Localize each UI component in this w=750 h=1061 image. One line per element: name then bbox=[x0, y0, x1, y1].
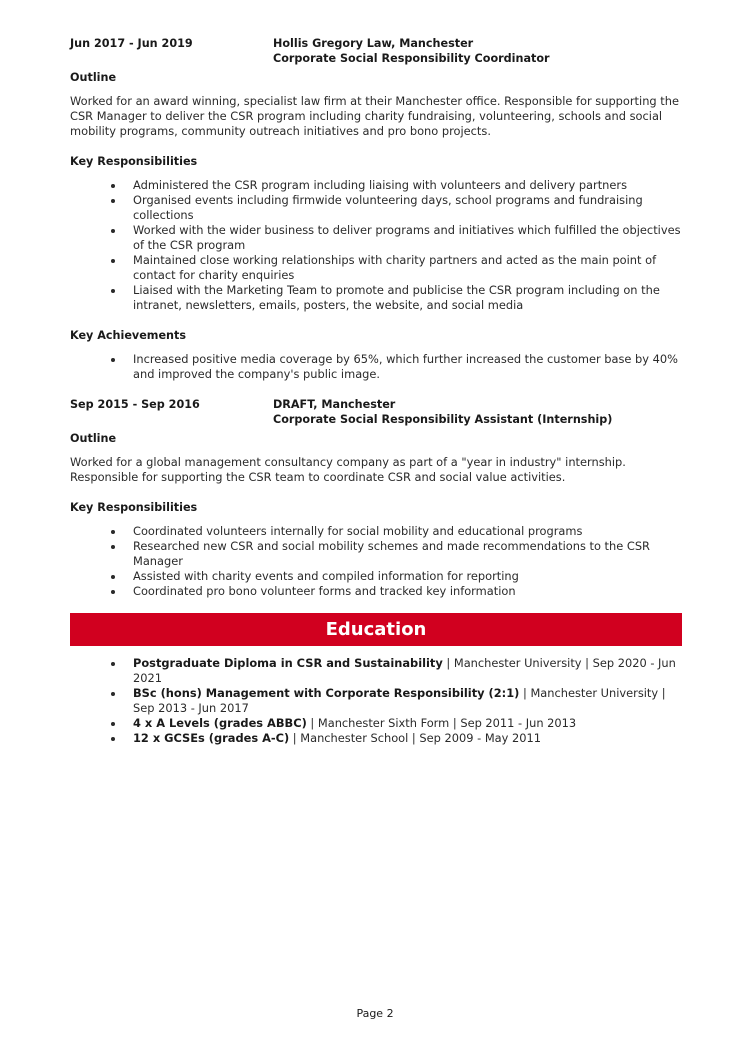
education-heading: Education bbox=[70, 613, 682, 646]
list-item: Assisted with charity events and compiled information for reporting bbox=[133, 569, 682, 584]
education-item bbox=[133, 716, 682, 731]
job-title: Corporate Social Responsibility Assistant (Internship) bbox=[273, 413, 613, 426]
qualification: BSc (hons) Management with Corporate Responsibility (2:1) bbox=[133, 686, 520, 700]
job-employer: DRAFT, Manchester bbox=[273, 398, 396, 411]
job-employer-block bbox=[273, 36, 550, 66]
list-item: Coordinated volunteers internally for social mobility and educational programs bbox=[133, 524, 682, 539]
job-header bbox=[70, 397, 682, 427]
outline-text: Worked for an award winning, specialist law firm at their Manchester office. Responsible for supporting the CSR Manager to deliver the CSR program including charity fundraising, volunteering, schools and social mobility programs, community outreach initiatives and pro bono projects. bbox=[70, 94, 679, 138]
education-item bbox=[133, 656, 682, 686]
list-item: Organised events including firmwide volunteering days, school programs and fundraising collections bbox=[133, 193, 682, 223]
list-item: Coordinated pro bono volunteer forms and tracked key information bbox=[133, 584, 682, 599]
outline-heading: Outline bbox=[70, 432, 117, 445]
responsibilities-list bbox=[70, 178, 682, 313]
achievements-list bbox=[70, 352, 682, 382]
job-employer-block bbox=[273, 397, 612, 427]
qualification-detail: | Manchester Sixth Form | Sep 2011 - Jun 2013 bbox=[306, 716, 577, 730]
outline-heading: Outline bbox=[70, 71, 117, 84]
education-item bbox=[133, 686, 682, 716]
education-item bbox=[133, 731, 682, 746]
achievements-heading: Key Achievements bbox=[70, 329, 187, 342]
list-item: Maintained close working relationships with charity partners and acted as the main point of contact for charity enquiries bbox=[133, 253, 682, 283]
job-entry bbox=[70, 36, 682, 382]
outline-text: Worked for a global management consultancy company as part of a "year in industry" internship. Responsible for supporting the CSR team to coordinate CSR and social value activities. bbox=[70, 455, 626, 484]
job-entry bbox=[70, 397, 682, 599]
responsibilities-heading: Key Responsibilities bbox=[70, 155, 198, 168]
job-employer: Hollis Gregory Law, Manchester bbox=[273, 37, 474, 50]
responsibilities-list bbox=[70, 524, 682, 599]
resume-page bbox=[70, 36, 682, 746]
qualification: Postgraduate Diploma in CSR and Sustainability bbox=[133, 656, 443, 670]
list-item: Administered the CSR program including liaising with volunteers and delivery partners bbox=[133, 178, 682, 193]
qualification-detail: | Manchester University | Sep 2013 - Jun 2017 bbox=[133, 686, 666, 715]
list-item: Liaised with the Marketing Team to promote and publicise the CSR program including on the intranet, newsletters, emails, posters, the website, and social media bbox=[133, 283, 682, 313]
job-title: Corporate Social Responsibility Coordinator bbox=[273, 52, 550, 65]
list-item: Worked with the wider business to deliver programs and initiatives which fulfilled the objectives of the CSR program bbox=[133, 223, 681, 252]
qualification-detail: | Manchester University | Sep 2020 - Jun 2021 bbox=[133, 656, 676, 685]
job-date: Jun 2017 - Jun 2019 bbox=[70, 37, 193, 50]
page-number: Page 2 bbox=[356, 1007, 394, 1020]
job-date: Sep 2015 - Sep 2016 bbox=[70, 398, 200, 411]
list-item: Increased positive media coverage by 65%, which further increased the customer base by 40% and improved the company's public image. bbox=[133, 352, 682, 382]
list-item: Researched new CSR and social mobility schemes and made recommendations to the CSR Manager bbox=[133, 539, 682, 569]
qualification: 12 x GCSEs (grades A-C) bbox=[133, 731, 290, 745]
education-list bbox=[70, 656, 682, 746]
responsibilities-heading: Key Responsibilities bbox=[70, 501, 198, 514]
job-header bbox=[70, 36, 682, 66]
qualification: 4 x A Levels (grades ABBC) bbox=[133, 716, 307, 730]
qualification-detail: | Manchester School | Sep 2009 - May 2011 bbox=[289, 731, 541, 745]
